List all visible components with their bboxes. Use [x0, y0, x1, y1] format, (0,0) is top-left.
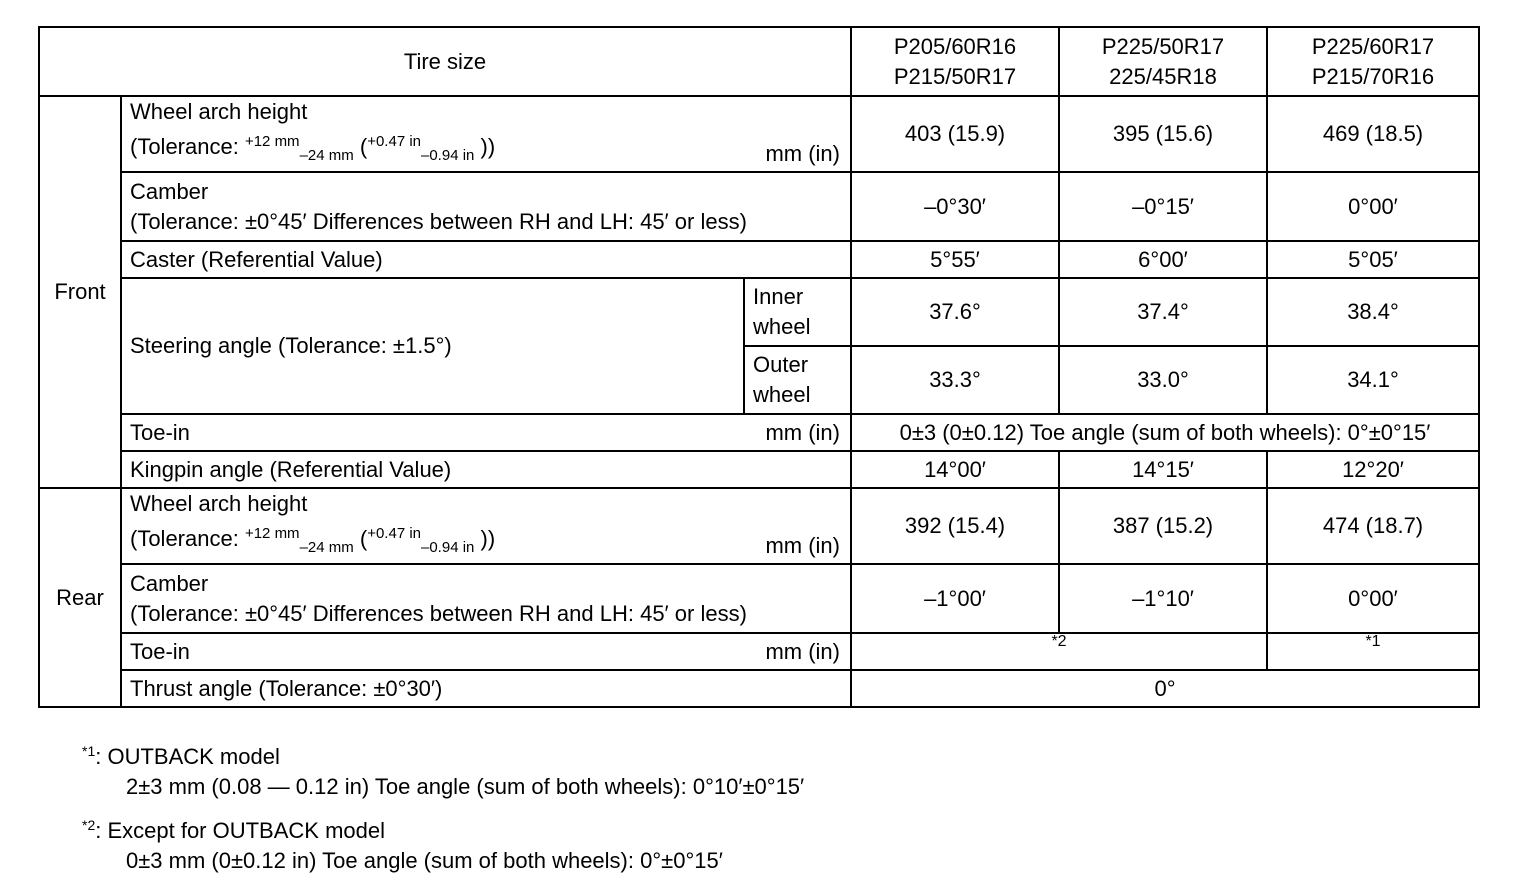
row-title: Wheel arch height: [130, 99, 308, 124]
row-label: Steering angle (Tolerance: ±1.5°): [121, 278, 744, 414]
column-header-line: P215/50R17: [893, 63, 1017, 89]
table-cell: 392 (15.4): [851, 488, 1059, 564]
tolerance-lower-in: –0.94 in: [421, 539, 475, 556]
table-cell: 37.6°: [851, 278, 1059, 346]
row-label: Thrust angle (Tolerance: ±0°30′): [121, 670, 851, 707]
table-row: [39, 670, 1479, 707]
unit-label: mm (in): [765, 141, 840, 166]
table-cell: [851, 633, 1267, 670]
tolerance-close: )): [474, 526, 496, 551]
footnote-title: : Except for OUTBACK model: [95, 818, 385, 843]
unit-label: mm (in): [765, 533, 840, 558]
table-cell: 14°15′: [1059, 451, 1267, 488]
sub-row-label: [744, 346, 851, 414]
table-cell: –1°10′: [1059, 564, 1267, 633]
tolerance-text: (Tolerance: ±0°45′ Differences between RH and LH: 45′ or less): [130, 208, 747, 234]
row-label: [121, 414, 851, 451]
table-cell: 5°55′: [851, 241, 1059, 278]
row-label: [121, 96, 851, 172]
tolerance-lower: –24 mm: [299, 539, 354, 556]
table-cell: 395 (15.6): [1059, 96, 1267, 172]
tolerance-upper-in: +0.47 in: [367, 525, 421, 542]
row-label: [121, 633, 851, 670]
row-label: [121, 172, 851, 241]
table-cell: –0°30′: [851, 172, 1059, 241]
table-cell: 403 (15.9): [851, 96, 1059, 172]
tolerance-open: (: [353, 526, 368, 551]
table-cell: 33.3°: [851, 346, 1059, 414]
table-row: [39, 564, 1479, 633]
footnote-detail: 0±3 mm (0±0.12 in) Toe angle (sum of both wheels): 0°±0°15′: [126, 848, 723, 873]
sub-row-label-line: wheel: [753, 382, 811, 407]
footnote-mark: *2: [82, 817, 96, 833]
sub-row-label-line: Outer: [753, 352, 809, 377]
table-cell: [1267, 633, 1479, 670]
row-label: [121, 488, 851, 564]
footnote-title: : OUTBACK model: [95, 744, 280, 769]
tolerance-close: )): [474, 134, 496, 159]
unit-label: mm (in): [765, 639, 840, 664]
column-header-line: P205/60R16: [893, 33, 1017, 59]
column-header: [1267, 27, 1479, 96]
footnote-mark: *2: [1051, 632, 1067, 650]
table-cell: 34.1°: [1267, 346, 1479, 414]
unit-label: mm (in): [765, 420, 840, 445]
tolerance-open: (: [353, 134, 368, 159]
table-cell: 387 (15.2): [1059, 488, 1267, 564]
table-row: [39, 451, 1479, 488]
table-row: [39, 278, 1479, 346]
footnote-mark: *1: [1365, 632, 1381, 650]
table-cell: –1°00′: [851, 564, 1059, 633]
row-title: Wheel arch height: [130, 491, 308, 516]
footnote: [82, 810, 804, 876]
tolerance-prefix: (Tolerance:: [130, 526, 245, 551]
table-cell: 469 (18.5): [1267, 96, 1479, 172]
row-title: Camber: [130, 570, 209, 596]
tolerance-prefix: (Tolerance:: [130, 134, 245, 159]
table-cell: 33.0°: [1059, 346, 1267, 414]
tolerance-lower: –24 mm: [299, 147, 354, 164]
row-title: Toe-in: [130, 419, 190, 445]
table-cell: 474 (18.7): [1267, 488, 1479, 564]
table-header-row: [39, 27, 1479, 96]
table-cell: 38.4°: [1267, 278, 1479, 346]
table-row: [39, 633, 1479, 670]
front-section-label: Front: [39, 96, 121, 488]
sub-row-label: [744, 278, 851, 346]
footnotes: [82, 736, 804, 884]
table-cell: –0°15′: [1059, 172, 1267, 241]
table-cell: 0°: [851, 670, 1479, 707]
row-label: Caster (Referential Value): [121, 241, 851, 278]
sub-row-label-line: Inner: [753, 284, 804, 309]
column-header-line: P215/70R16: [1311, 63, 1435, 89]
tolerance-lower-in: –0.94 in: [421, 147, 475, 164]
tolerance-text: [130, 519, 842, 563]
table-row: [39, 96, 1479, 172]
table-row: [39, 414, 1479, 451]
sub-row-label-line: wheel: [753, 314, 811, 339]
column-header-line: P225/60R17: [1311, 33, 1435, 59]
tolerance-upper: +12 mm: [244, 133, 300, 150]
table-row: [39, 172, 1479, 241]
tolerance-upper: +12 mm: [244, 525, 300, 542]
column-header-line: 225/45R18: [1109, 63, 1217, 89]
row-label: [121, 564, 851, 633]
footnote-mark: *1: [82, 743, 96, 759]
table-cell: 0°00′: [1267, 564, 1479, 633]
table-cell: 6°00′: [1059, 241, 1267, 278]
column-header-line: P225/50R17: [1101, 33, 1225, 59]
table-row: [39, 241, 1479, 278]
table-cell: 37.4°: [1059, 278, 1267, 346]
tire-size-header: Tire size: [39, 27, 851, 96]
alignment-spec-table: [38, 26, 1480, 708]
tolerance-text: (Tolerance: ±0°45′ Differences between RH and LH: 45′ or less): [130, 600, 747, 626]
tolerance-text: [130, 127, 842, 171]
table-cell: 5°05′: [1267, 241, 1479, 278]
row-title: Camber: [130, 178, 209, 204]
table-cell: 0±3 (0±0.12) Toe angle (sum of both wheels): 0°±0°15′: [851, 414, 1479, 451]
footnote: [82, 736, 804, 802]
column-header: [1059, 27, 1267, 96]
table-cell: 0°00′: [1267, 172, 1479, 241]
table-row: [39, 488, 1479, 564]
footnote-detail: 2±3 mm (0.08 — 0.12 in) Toe angle (sum of both wheels): 0°10′±0°15′: [126, 774, 805, 799]
table-cell: 14°00′: [851, 451, 1059, 488]
row-title: Toe-in: [130, 638, 190, 664]
tolerance-upper-in: +0.47 in: [367, 133, 421, 150]
table-cell: 12°20′: [1267, 451, 1479, 488]
rear-section-label: Rear: [39, 488, 121, 707]
column-header: [851, 27, 1059, 96]
row-label: Kingpin angle (Referential Value): [121, 451, 851, 488]
